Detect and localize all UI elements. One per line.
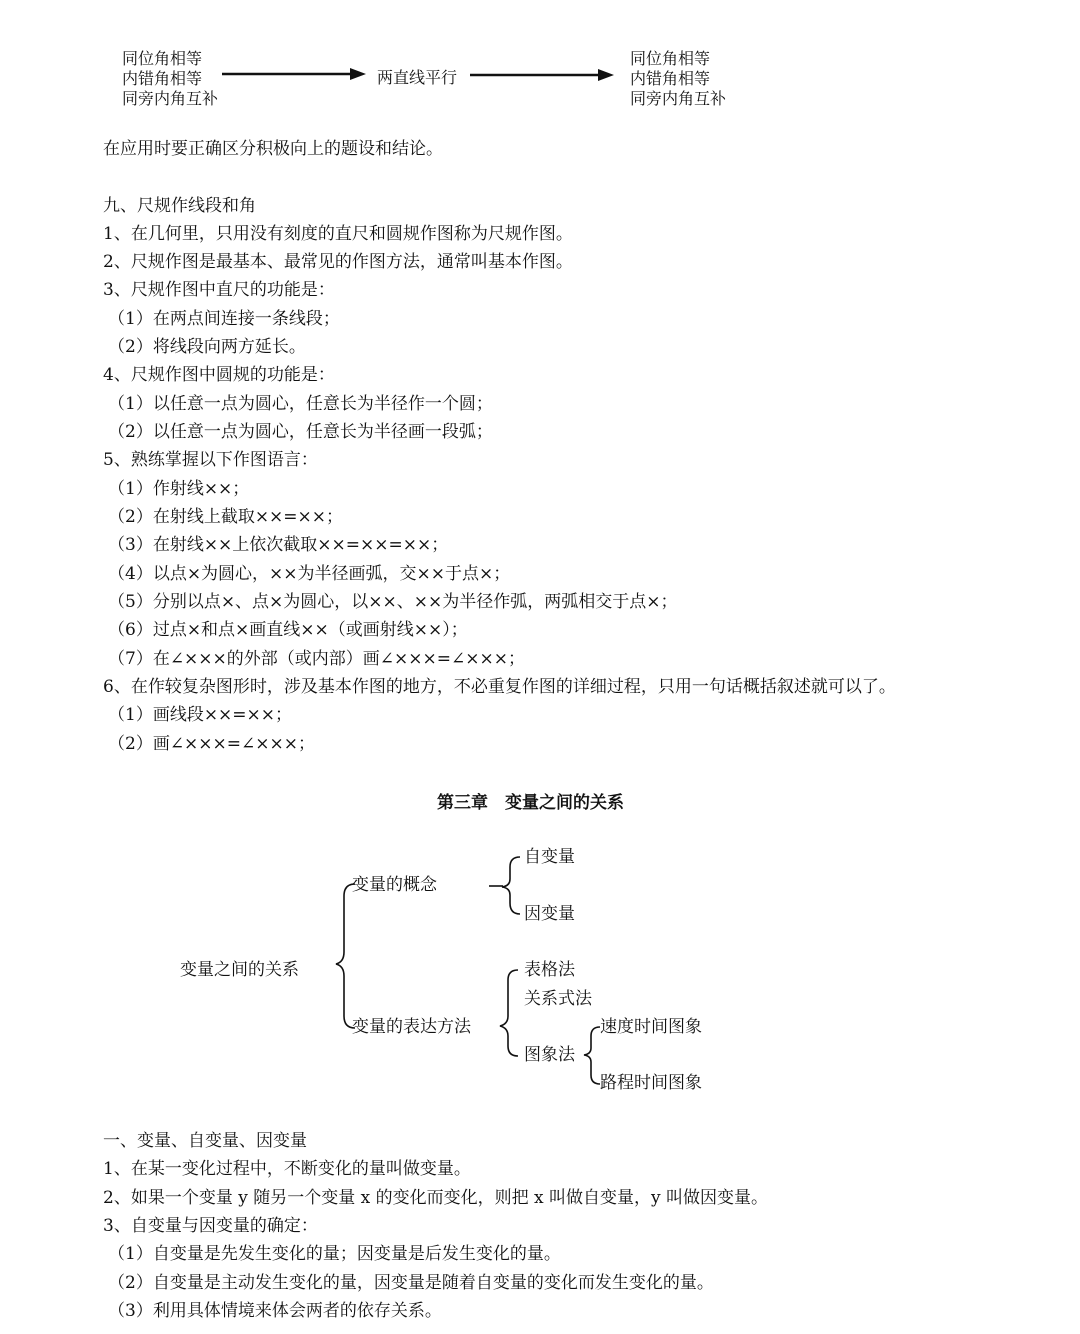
s9-line-19: （2）画∠×××=∠×××； <box>108 734 316 754</box>
tree-root: 变量之间的关系 <box>180 960 299 980</box>
flow-right-3: 同旁内角互补 <box>630 89 727 108</box>
tree-independent: 自变量 <box>524 847 575 867</box>
flow-left-2: 内错角相等 <box>122 69 203 88</box>
section1-title: 一、变量、自变量、因变量 <box>103 1131 307 1151</box>
s1-line-4: （1）自变量是先发生变化的量；因变量是后发生变化的量。 <box>108 1244 561 1264</box>
tree-distance-time: 路程时间图象 <box>600 1073 702 1093</box>
s9-line-3: 3、尺规作图中直尺的功能是： <box>103 280 335 300</box>
brace-concept <box>502 857 520 914</box>
flow-right-2: 内错角相等 <box>630 69 711 88</box>
s9-line-2: 2、尺规作图是最基本、最常见的作图方法，通常叫基本作图。 <box>103 252 573 272</box>
brace-graph <box>584 1027 600 1084</box>
s9-line-12: （3）在射线××上依次截取××=××=××； <box>108 535 449 555</box>
tree-formula: 关系式法 <box>524 989 592 1009</box>
tree-dependent: 因变量 <box>524 904 575 924</box>
s1-line-1: 1、在某一变化过程中，不断变化的量叫做变量。 <box>103 1159 471 1179</box>
tree-table: 表格法 <box>524 960 575 980</box>
s9-line-14: （5）分别以点×、点×为圆心，以××、××为半径作弧，两弧相交于点×； <box>108 592 678 612</box>
s9-line-1: 1、在几何里，只用没有刻度的直尺和圆规作图称为尺规作图。 <box>103 224 573 244</box>
s9-line-9: 5、熟练掌握以下作图语言： <box>103 450 318 470</box>
s9-line-18: （1）画线段××=××； <box>108 705 293 725</box>
tree-graph: 图象法 <box>524 1045 575 1065</box>
flow-right-1: 同位角相等 <box>630 49 711 68</box>
s9-line-15: （6）过点×和点×画直线××（或画射线××）； <box>108 620 468 640</box>
s9-line-4: （1）在两点间连接一条线段； <box>108 309 340 329</box>
flow-left-1: 同位角相等 <box>122 49 203 68</box>
s9-line-6: 4、尺规作图中圆规的功能是： <box>103 365 335 385</box>
s1-line-3: 3、自变量与因变量的确定： <box>103 1216 318 1236</box>
s9-line-17: 6、在作较复杂图形时，涉及基本作图的地方，不必重复作图的详细过程，只用一句话概括叙述就可以了。 <box>103 677 896 697</box>
flow-left-3: 同旁内角互补 <box>122 89 219 108</box>
section9-title: 九、尺规作线段和角 <box>103 196 256 216</box>
s9-line-11: （2）在射线上截取××=××； <box>108 507 344 527</box>
tree-speed-time: 速度时间图象 <box>600 1017 702 1037</box>
brace-methods <box>500 970 518 1056</box>
s9-line-7: （1）以任意一点为圆心，任意长为半径作一个圆； <box>108 394 493 414</box>
brace-root <box>336 884 355 1028</box>
chapter3-title: 第三章 变量之间的关系 <box>437 793 624 813</box>
flow-middle: 两直线平行 <box>377 68 458 87</box>
s9-line-16: （7）在∠×××的外部（或内部）画∠×××=∠×××； <box>108 649 525 669</box>
s1-line-2: 2、如果一个变量 y 随另一个变量 x 的变化而变化，则把 x 叫做自变量，y 叫做因变量。 <box>103 1188 769 1208</box>
s9-line-8: （2）以任意一点为圆心，任意长为半径画一段弧； <box>108 422 493 442</box>
s9-line-10: （1）作射线××； <box>108 479 250 499</box>
s9-line-13: （4）以点×为圆心，××为半径画弧，交××于点×； <box>108 564 511 584</box>
tree-methods: 变量的表达方法 <box>352 1017 471 1037</box>
s1-line-5: （2）自变量是主动发生变化的量，因变量是随着自变量的变化而发生变化的量。 <box>108 1273 714 1293</box>
s9-line-5: （2）将线段向两方延长。 <box>108 337 306 357</box>
tree-concept: 变量的概念 <box>352 875 437 895</box>
s1-line-6: （3）利用具体情境来体会两者的依存关系。 <box>108 1301 442 1321</box>
note-text: 在应用时要正确区分积极向上的题设和结论。 <box>103 139 443 159</box>
